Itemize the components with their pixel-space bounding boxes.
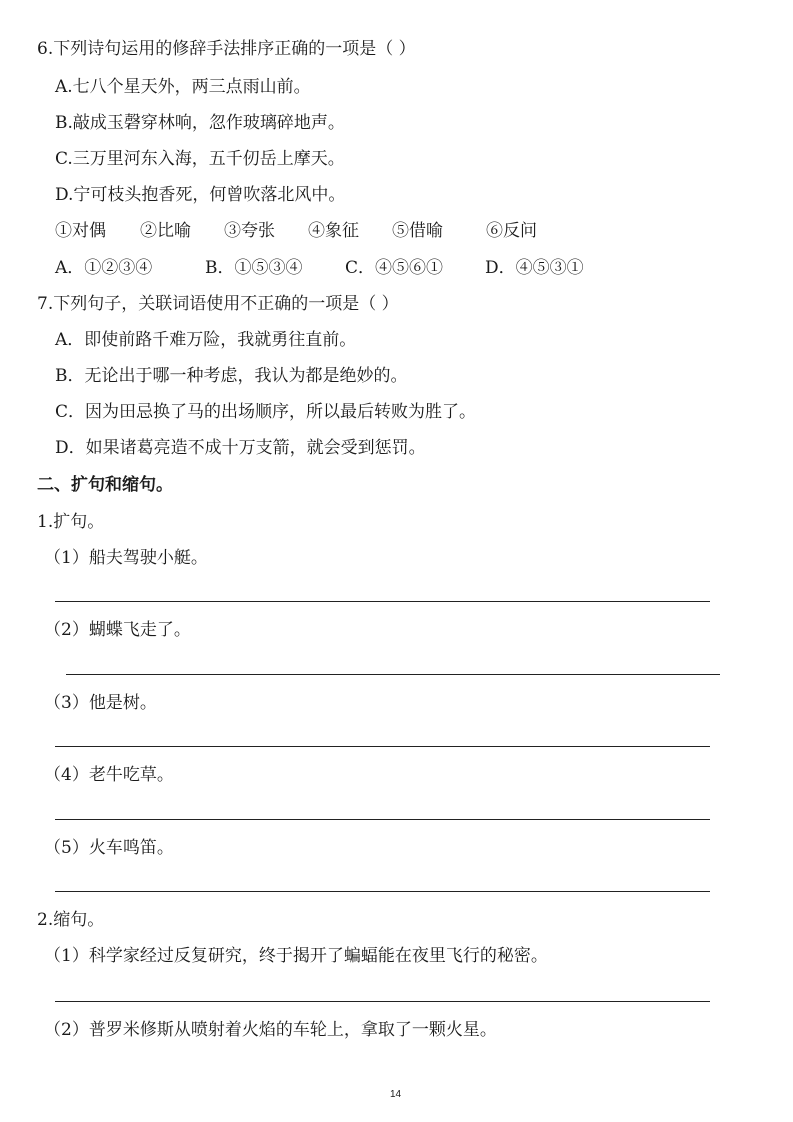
page-number: 14 bbox=[390, 1089, 402, 1100]
expand-item-5: （5）火车鸣笛。 bbox=[44, 838, 174, 858]
q7-line-a: A．即使前路千难万险，我就勇往直前。 bbox=[55, 330, 357, 350]
q6-device-5: ⑤借喻 bbox=[392, 221, 443, 241]
section-heading: 二、扩句和缩句。 bbox=[37, 475, 173, 495]
expand-item-3: （3）他是树。 bbox=[44, 693, 157, 713]
q7-line-b: B．无论出于哪一种考虑，我认为都是绝妙的。 bbox=[55, 366, 408, 386]
q6-line-d: D.宁可枝头抱香死，何曾吹落北风中。 bbox=[55, 185, 346, 205]
q6-line-a: A.七八个星天外，两三点雨山前。 bbox=[55, 77, 311, 97]
q6-device-4: ④象征 bbox=[308, 221, 359, 241]
answer-line[interactable] bbox=[55, 819, 710, 820]
expand-title: 1.扩句。 bbox=[37, 512, 105, 532]
q6-choice-d: D．④⑤③① bbox=[485, 258, 584, 278]
q6-line-b: B.敲成玉磬穿林响，忽作玻璃碎地声。 bbox=[55, 113, 345, 133]
answer-line[interactable] bbox=[66, 674, 720, 675]
answer-line[interactable] bbox=[55, 891, 710, 892]
q6-stem: 6.下列诗句运用的修辞手法排序正确的一项是（ ） bbox=[37, 39, 416, 59]
q6-device-2: ②比喻 bbox=[140, 221, 191, 241]
q6-device-3: ③夸张 bbox=[224, 221, 275, 241]
answer-line[interactable] bbox=[55, 1001, 710, 1002]
q6-choice-b: B．①⑤③④ bbox=[205, 258, 303, 278]
q7-stem: 7.下列句子，关联词语使用不正确的一项是（ ） bbox=[37, 294, 399, 314]
answer-line[interactable] bbox=[55, 601, 710, 602]
q7-line-c: C．因为田忌换了马的出场顺序，所以最后转败为胜了。 bbox=[55, 402, 477, 422]
q6-device-1: ①对偶 bbox=[55, 221, 106, 241]
shrink-item-1: （1）科学家经过反复研究，终于揭开了蝙蝠能在夜里飞行的秘密。 bbox=[44, 946, 548, 966]
q7-line-d: D．如果诸葛亮造不成十万支箭，就会受到惩罚。 bbox=[55, 438, 426, 458]
shrink-item-2: （2）普罗米修斯从喷射着火焰的车轮上，拿取了一颗火星。 bbox=[44, 1020, 497, 1040]
q6-choice-c: C．④⑤⑥① bbox=[345, 258, 444, 278]
expand-item-2: （2）蝴蝶飞走了。 bbox=[44, 620, 191, 640]
q6-line-c: C.三万里河东入海，五千仞岳上摩天。 bbox=[55, 149, 345, 169]
answer-line[interactable] bbox=[55, 746, 710, 747]
shrink-title: 2.缩句。 bbox=[37, 910, 105, 930]
q6-choice-a: A．①②③④ bbox=[55, 258, 153, 278]
q6-device-6: ⑥反问 bbox=[486, 221, 537, 241]
expand-item-4: （4）老牛吃草。 bbox=[44, 765, 174, 785]
expand-item-1: （1）船夫驾驶小艇。 bbox=[44, 548, 208, 568]
